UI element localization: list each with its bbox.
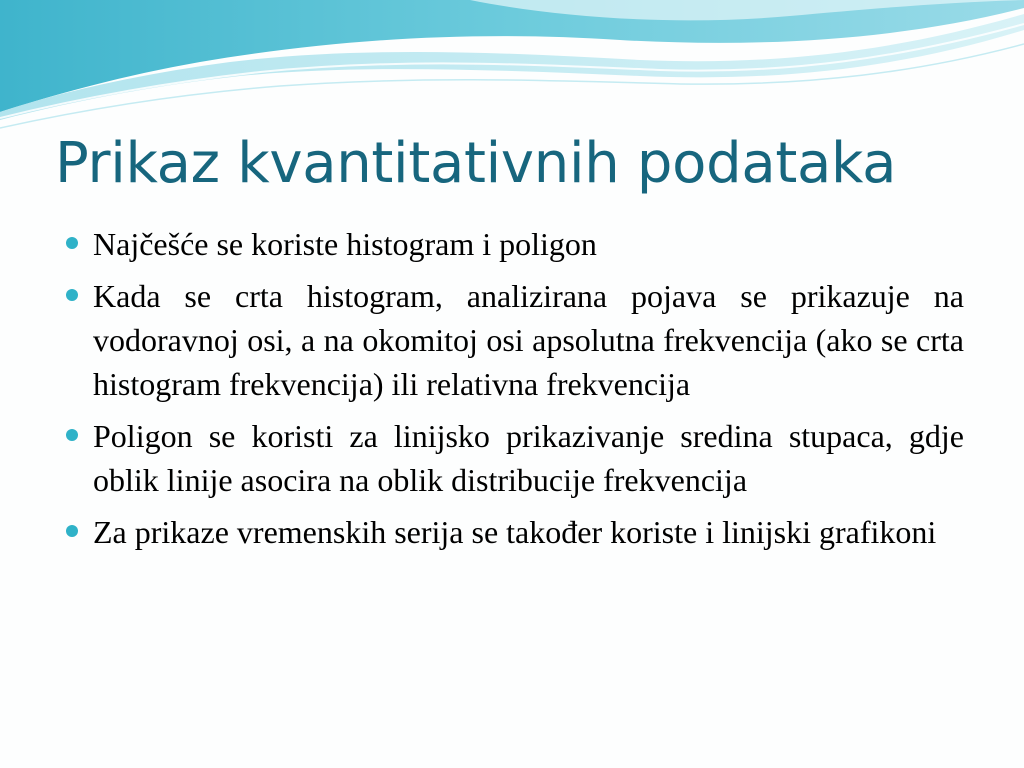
bullet-text: Za prikaze vremenskih serija se također koriste i linijski grafikoni [93, 514, 937, 550]
bullet-list [66, 222, 964, 562]
bullet-dot-icon [66, 525, 78, 537]
bullet-dot-icon [66, 429, 78, 441]
bullet-text: Poligon se koristi za linijsko prikazivanje sredina stupaca, gdje oblik linije asocira na oblik distribucije frekvencija [93, 418, 964, 498]
bullet-item [66, 510, 964, 554]
bullet-text: Najčešće se koriste histogram i poligon [93, 226, 597, 262]
bullet-item [66, 414, 964, 502]
bullet-text: Kada se crta histogram, analizirana pojava se prikazuje na vodoravnoj osi, a na okomitoj osi apsolutna frekvencija (ako se crta histogram frekvencija) ili relativna frekvencija [93, 278, 964, 402]
slide-title: Prikaz kvantitativnih podataka [55, 131, 897, 196]
bullet-dot-icon [66, 289, 78, 301]
bullet-dot-icon [66, 237, 78, 249]
bullet-item [66, 274, 964, 406]
header-wave-decoration [0, 0, 1024, 130]
bullet-item [66, 222, 964, 266]
